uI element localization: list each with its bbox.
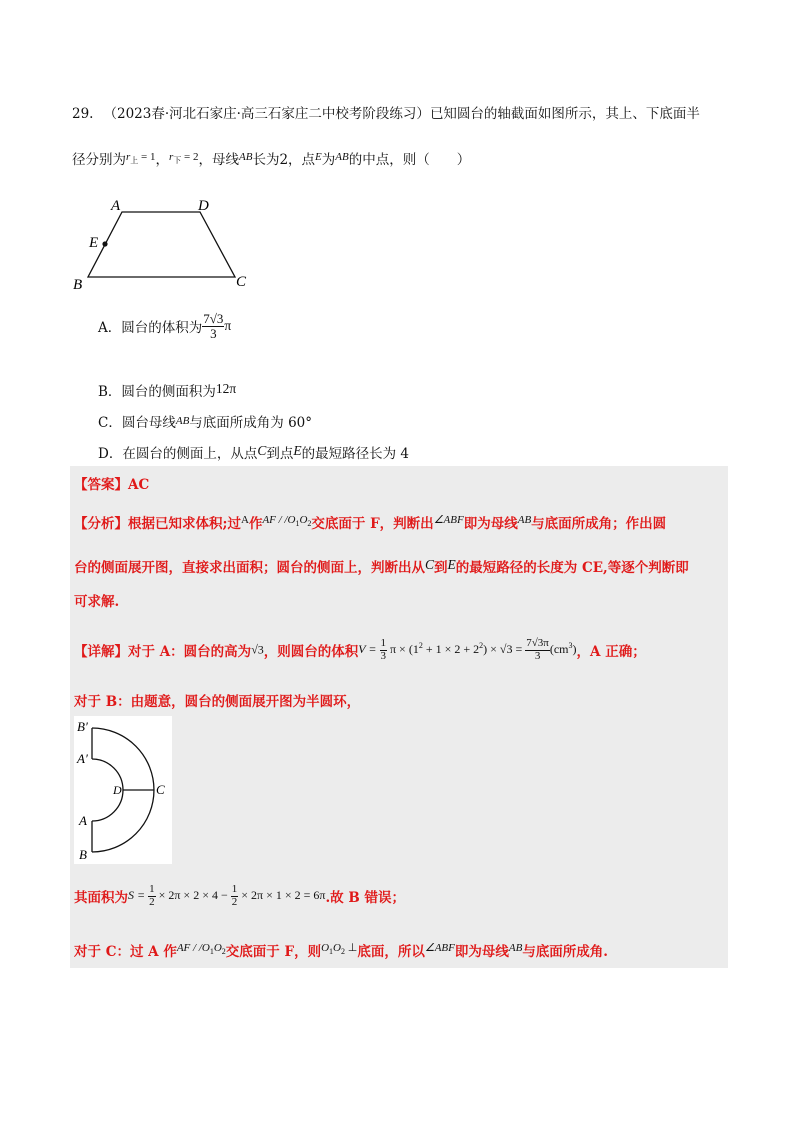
detail-b-line-2: 其面积为S = $\frac{1}{2}$ × 2π × 2 × 4 − $\frac{1}{2}$ × 2π × 1 × 2 = 6π.故 B 错误； <box>74 883 405 908</box>
label-Aprime: A′ <box>77 751 88 766</box>
option-c-text: C．圆台母线 <box>98 415 176 431</box>
math-E: E <box>293 443 302 458</box>
detail-b-line-1: 对于 B：由题意，圆台的侧面展开图为半圆环， <box>74 694 361 710</box>
label-B: B <box>73 277 83 293</box>
stem-text: ，母线 <box>198 152 239 168</box>
math-AF-parallel: AF / /O1O2 <box>176 942 226 956</box>
option-a <box>98 312 231 340</box>
label-A: A <box>79 813 87 828</box>
label-Bprime: B′ <box>77 719 88 734</box>
label-C: C <box>156 782 165 797</box>
option-d <box>98 442 409 462</box>
area-formula: S = $\frac{1}{2}$ × 2π × 2 × 4 − $\frac{1}{2}$ × 2π × 1 × 2 = 6π <box>128 883 326 908</box>
option-d-mid: 到点 <box>266 446 294 462</box>
option-c-suffix: 与底面所成角为 60° <box>189 415 313 431</box>
trapezoid-figure <box>70 192 260 297</box>
math-AB: AB <box>239 151 253 163</box>
label-D: D <box>113 783 122 797</box>
option-a-fraction: $\frac{7√3}{3}$ <box>203 311 224 341</box>
semi-annulus-figure <box>74 716 172 864</box>
r-top: r上 = 1 <box>126 151 156 165</box>
math-C: C <box>257 443 267 458</box>
stem-text: 的中点，则（ ） <box>348 152 471 168</box>
label-A: A <box>111 198 121 214</box>
r-bottom: r下 = 2 <box>169 151 199 165</box>
answer-line: 【答案】AC <box>74 477 150 493</box>
math-E: E <box>315 151 322 163</box>
question-source: （2023春·河北石家庄·高三石家庄二中校考阶段练习） <box>103 106 430 122</box>
comma: ， <box>155 152 169 168</box>
math-AB: AB <box>175 415 190 427</box>
label-E: E <box>89 235 99 251</box>
label-D: D <box>198 198 209 214</box>
option-d-text: D．在圆台的侧面上，从点 <box>98 446 258 462</box>
question-line-1 <box>72 102 700 122</box>
point-E <box>102 241 107 246</box>
label-B: B <box>79 847 87 862</box>
stem-text: 径分别为 <box>72 152 126 168</box>
stem-text: 长为2，点 <box>252 152 316 168</box>
math-AB: AB <box>335 151 349 163</box>
option-b-text: B．圆台的侧面积为 <box>98 384 216 400</box>
detail-c-line: 对于 C：过 A 作$^{AF / /O_1O_2}$交底面于 F，则$^{O_1O_2 \perp}$底面，所以$^{\angle ABF}$即为母线$^{AB}$与底面所成角. <box>74 942 609 960</box>
option-d-suffix: 的最短路径长为 4 <box>301 446 409 462</box>
option-b-value: 12π <box>215 381 237 396</box>
label-C: C <box>236 274 247 290</box>
volume-formula: V = $\frac{1}{3}$ $\pi \times (1^2 + 1 \times 2 + 2^2) \times √3$ = $\frac{7√3\pi}{3}$ $(cm^3)$ <box>358 637 577 662</box>
option-c <box>98 411 312 431</box>
analysis-line-3: 可求解. <box>74 594 120 610</box>
detail-a-line: 【详解】对于 A：圆台的高为√3，则圆台的体积V = $\frac{1}{3}$ $\pi \times (1^2 + 1 \times 2 + 2^2) \times √3$ = $\frac{7√3\pi}{3}$ $(cm^3)$，A 正确； <box>74 637 646 662</box>
question-number: 29. <box>72 106 94 122</box>
stem-text: 为 <box>321 152 336 168</box>
option-a-pi: π <box>224 318 232 334</box>
option-b <box>98 380 236 400</box>
question-line-2 <box>72 148 470 168</box>
option-a-text: A．圆台的体积为 <box>98 320 203 337</box>
analysis-line-2: 台的侧面展开图，直接求出面积；圆台的侧面上，判断出从C到E的最短路径的长度为 CE,等逐个判断即 <box>74 557 689 576</box>
math-O1O2-perp: O1O2 ⊥ <box>321 942 358 956</box>
math-AF-parallel: AF / /O1O2 <box>262 514 312 528</box>
analysis-line-1: 【分析】根据已知求体积;过$^A$作$^{AF / /O_1O_2}$交底面于 F，判断出$^{\angle ABF}$即为母线$^{AB}$与底面所成角；作出圆 <box>74 514 667 532</box>
question-stem-1: 已知圆台的轴截面如图所示，其上、下底面半 <box>429 106 700 122</box>
trapezoid-outline <box>88 212 235 277</box>
